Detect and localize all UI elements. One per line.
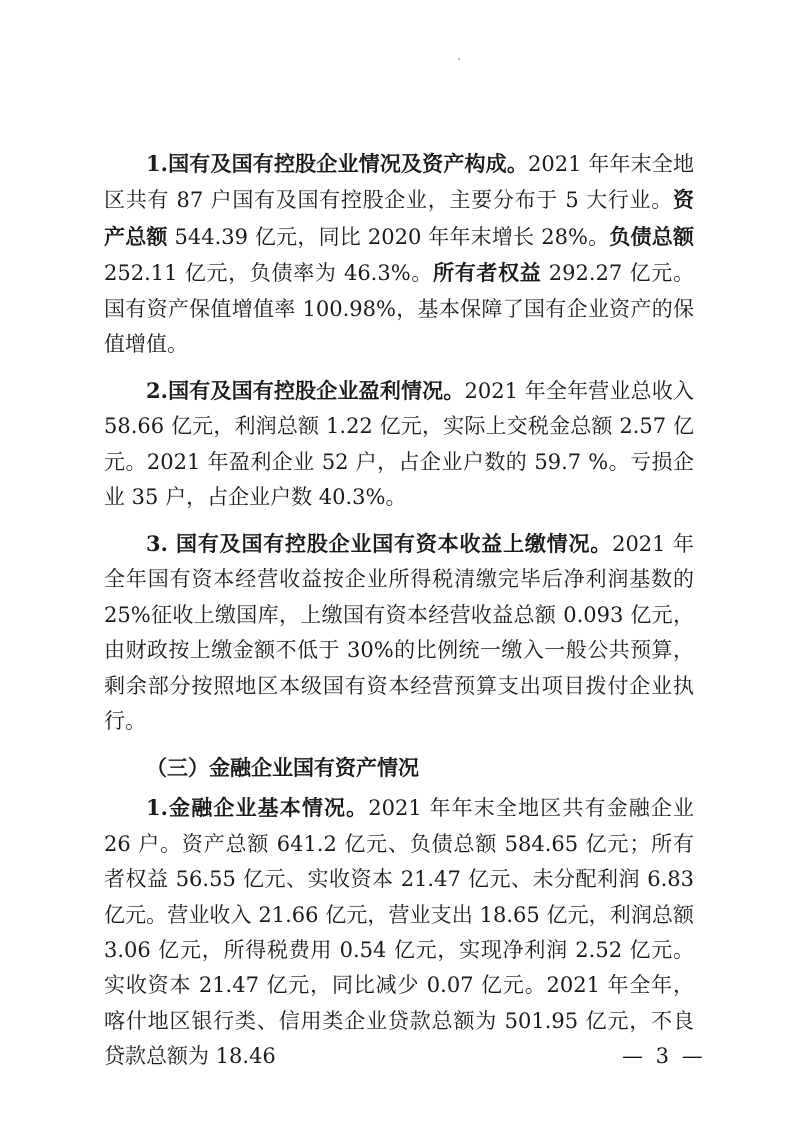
- paragraph-4-heading: 1.金融企业基本情况。: [146, 795, 369, 821]
- paragraph-2-heading: 2.国有及国有控股企业盈利情况。: [146, 377, 465, 403]
- paragraph-1-term-liabilities: 负债总额: [609, 223, 694, 249]
- paragraph-3-text: 2021 年全年国有资本经营收益按企业所得税清缴完毕后净利润基数的 25%征收上缴国库，上缴国有资本经营收益总额 0.093 亿元，由财政按上缴金额不低于 30%的比例统一缴入一般公共预算，剩余部分按照地区本级国有资本经营预算支出项目拨付企业执行。: [104, 532, 694, 734]
- paragraph-1-text: 2021 年年末全地区共有 87 户国有及国有控股企业，主要分布于 5 大行业。: [104, 152, 694, 213]
- paragraph-3-heading: 3. 国有及国有控股企业国有资本收益上缴情况。: [146, 531, 613, 557]
- paragraph-1-term-equity: 所有者权益: [433, 260, 542, 286]
- paragraph-1-text: 544.39 亿元，同比 2020 年年末增长 28%。: [167, 224, 610, 249]
- paragraph-1-heading: 1.国有及国有控股企业情况及资产构成。: [146, 151, 529, 176]
- paragraph-3: [104, 526, 694, 739]
- page-number: — 3 —: [622, 1044, 706, 1068]
- paragraph-1: [104, 146, 694, 362]
- paragraph-1-term-assets: 资产总额: [104, 187, 694, 249]
- paragraph-4-text: 2021 年年末全地区共有金融企业 26 户。资产总额 641.2 亿元、负债总额 584.65 亿元；所有者权益 56.55 亿元、实收资本 21.47 亿元、未分配利润 6.83 亿元。营业收入 21.66 亿元，营业支出 18.65 亿元，利润总额 3.06 亿元，所得税费用 0.54 亿元，实现净利润 2.52 亿元。实收资本 21.47 亿元，同比减少 0.07 亿元。2021 年全年，喀什地区银行类、信用类企业贷款总额为 501.95 亿元，不良贷款总额为 18.46: [104, 796, 694, 1069]
- paragraph-4: [104, 790, 694, 1074]
- paragraph-2-text: 2021 年全年营业总收入 58.66 亿元，利润总额 1.22 亿元，实际上交税金总额 2.57 亿元。2021 年盈利企业 52 户，占企业户数的 59.7 %。亏损企业 35 户，占企业户数 40.3%。: [104, 378, 694, 510]
- section-heading-text: （三）金融企业国有资产情况: [146, 755, 419, 780]
- paragraph-1-text: 292.27 亿元。国有资产保值增值率 100.98%，基本保障了国有企业资产的保值增值。: [104, 261, 694, 357]
- paragraph-1-text: 252.11 亿元，负债率为 46.3%。: [104, 261, 434, 286]
- paragraph-2: [104, 373, 694, 516]
- section-heading: [104, 750, 694, 786]
- body-text: [104, 146, 694, 1085]
- scan-speck: [458, 58, 460, 60]
